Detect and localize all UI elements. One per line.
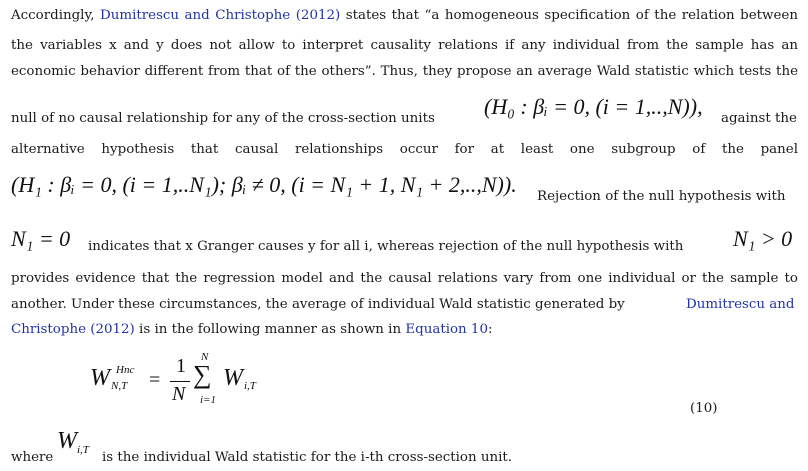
footer-text: is the individual Wald statistic for the i-th cross-section unit. bbox=[102, 450, 513, 465]
eq-sum-top: N bbox=[201, 351, 209, 363]
citation-link[interactable]: Dumitrescu and Christophe (2012) bbox=[100, 8, 341, 23]
eq-fraction-bar bbox=[170, 381, 190, 382]
text-segment: Accordingly, bbox=[11, 8, 95, 23]
eq-rhs-w: W bbox=[223, 365, 243, 391]
text-segment: Rejection of the null hypothesis with bbox=[537, 189, 786, 204]
footer-where: where bbox=[11, 450, 54, 465]
eq-sum-bottom: i=1 bbox=[200, 394, 216, 406]
text-segment: : bbox=[487, 322, 493, 337]
text-segment: is in the following manner as shown in bbox=[139, 322, 402, 337]
text-segment: against the bbox=[721, 111, 797, 126]
eq-frac-num: 1 bbox=[176, 355, 186, 377]
text-segment: indicates that x Granger causes y for all i, whereas rejection of the null hypothesis with bbox=[88, 239, 684, 254]
eq-lhs-sub: N,T bbox=[111, 380, 128, 392]
equation-reference-link[interactable]: Equation 10 bbox=[405, 322, 488, 337]
eq-lhs-w: W bbox=[90, 365, 110, 391]
equation-number: (10) bbox=[690, 401, 718, 416]
text-line-9: another. Under these circumstances, the average of individual Wald statistic generated by bbox=[11, 297, 625, 312]
eq-frac-den: N bbox=[172, 383, 186, 405]
text-line-2: the variables x and y does not allow to interpret causality relations if any individual from the sample has an bbox=[11, 38, 798, 53]
text-line-10 bbox=[11, 321, 492, 339]
footer-w-symbol: W bbox=[57, 428, 77, 454]
text-line-3: economic behavior different from that of the others”. Thus, they propose an average Wald statistic which tests the bbox=[11, 64, 798, 79]
eq-rhs-sub: i,T bbox=[244, 380, 256, 392]
citation-link[interactable]: Dumitrescu and bbox=[686, 297, 795, 312]
text-line-8: provides evidence that the regression model and the causal relations vary from one individual or the sample to bbox=[11, 271, 798, 286]
text-line-5: alternative hypothesis that causal relationships occur for at least one subgroup of the panel bbox=[11, 142, 798, 157]
null-hypothesis-math: (H₀ : βᵢ = 0, (i = 1,..,N)), bbox=[484, 94, 703, 119]
alternative-hypothesis-math: (H₁ : βᵢ = 0, (i = 1,..N₁); βᵢ ≠ 0, (i = N₁ + 1, N₁ + 2,..,N)). bbox=[11, 172, 517, 197]
n1-greater-zero-math: N₁ > 0 bbox=[733, 226, 793, 251]
text-line-4: null of no causal relationship for any of the cross-section units bbox=[11, 111, 435, 126]
eq-equals: = bbox=[149, 369, 161, 391]
eq-lhs-sup: Hnc bbox=[116, 364, 135, 376]
footer-w-sub: i,T bbox=[77, 444, 89, 456]
text-segment: states that “a homogeneous specification of the relation between bbox=[345, 8, 798, 23]
citation-link[interactable]: Christophe (2012) bbox=[11, 322, 135, 337]
text-line-1 bbox=[11, 7, 798, 25]
n1-equals-zero-math: N₁ = 0 bbox=[11, 226, 71, 251]
eq-sum-symbol: ∑ bbox=[193, 360, 212, 389]
